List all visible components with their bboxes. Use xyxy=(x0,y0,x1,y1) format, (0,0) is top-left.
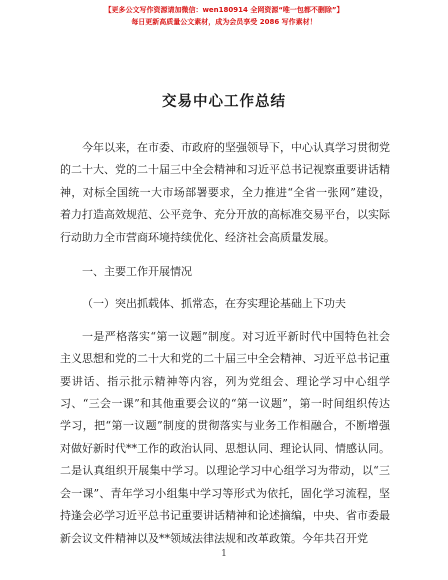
intro-paragraph: 今年以来，在市委、市政府的坚强领导下，中心认真学习贯彻党的二十大、党的二十届三中全会精神和习近平总书记视察重要讲话精神，对标全国统一大市场部署要求，全力推进“全省一张网”建设，着力打造高效规范、公平竞争、充分开放的高标准交易平台，以实际行动助力全市营商环境持续优化、经济社会高质量发展。 xyxy=(60,141,390,244)
section-heading: 一、主要工作开展情况 xyxy=(82,265,192,279)
document-body xyxy=(60,137,390,550)
page-number: 1 xyxy=(221,549,227,559)
body-paragraph: 一是严格落实“第一议题”制度。对习近平新时代中国特色社会主义思想和党的二十大和党的二十届三中全会精神、习近平总书记重要讲话、指示批示精神等内容，列为党组会、理论学习中心组学习、“三会一课”和其他重要会议的“第一议题”，第一时间组织传达学习，把“第一议题”制度的贯彻落实与业务工作相融合，不断增强对做好新时代**工作的政治认同、思想认同、理论认同、情感认同。二是认真组织开展集中学习。以理论学习中心组学习为带动，以“三会一课”、青年学习小组集中学习等形式为依托，固化学习流程，坚持逢会必学习近平总书记重要讲话精神和论述摘编，中央、省市委最新会议文件精神以及**领域法律法规和改革政策。今年共召开党 xyxy=(60,329,390,545)
subsection-heading: （一）突出抓载体、抓常态，在夯实理论基础上下功夫 xyxy=(82,297,346,311)
document-title: 交易中心工作总结 xyxy=(162,94,286,110)
promo-banner-line-1: 【更多公文写作资源请加微信：wen180914 全网资源“唯一包都不删除”】 xyxy=(104,6,344,14)
promo-banner xyxy=(0,4,448,28)
promo-banner-line-2: 每日更新高质量公文素材，成为会员享受 2086 写作素材！ xyxy=(131,18,317,26)
